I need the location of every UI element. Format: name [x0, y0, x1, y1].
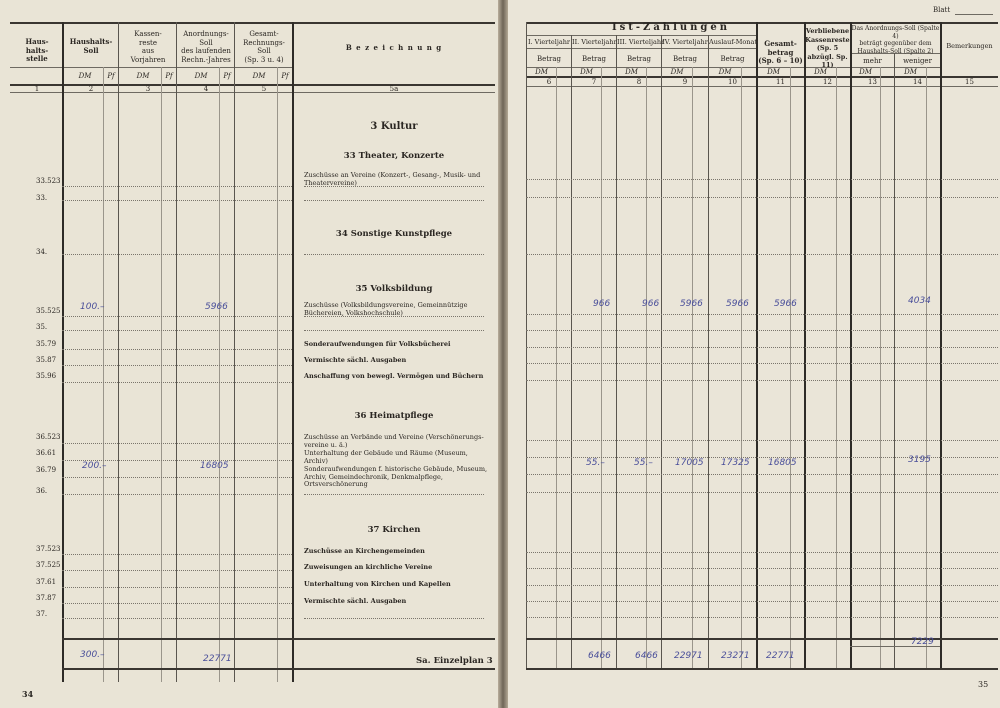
handwritten-total-gesamt: 22771 [766, 651, 795, 661]
unit-dm: DM [535, 68, 548, 76]
unit-dm: DM [78, 72, 92, 80]
handwritten-mehr: 3195 [908, 455, 931, 465]
row-code: 35.96 [36, 372, 57, 380]
col-number: 12 [823, 78, 832, 86]
col-number: 5a [389, 85, 399, 93]
right-ledger-page [508, 0, 1000, 708]
row-code: 36.523 [36, 433, 61, 441]
handwritten-q3: 5966 [680, 299, 703, 309]
handwritten-q1: 966 [593, 299, 611, 309]
unit-pf: Pf [281, 72, 289, 80]
row-code: 36.79 [36, 466, 57, 474]
header-gesamtbetrag: Gesamt- betrag (Sp. 6 – 10) [758, 39, 803, 65]
unit-dm: DM [625, 68, 638, 76]
handwritten-q4: 17325 [721, 458, 750, 468]
header-bezeichnung: B e z e i c h n u n g [345, 43, 443, 52]
col-number: 3 [145, 85, 151, 93]
handwritten-anordnung: 16805 [200, 461, 229, 471]
row-text: Anschaffung von bewegl. Vermögen und Büchern [304, 372, 484, 380]
row-text: Zuschüsse an Vereine (Konzert-, Gesang-, Musik- und Theatervereine) [304, 171, 481, 187]
unit-pf: Pf [223, 72, 231, 80]
row-text: Vermischte sächl. Ausgaben [304, 597, 407, 605]
unit-pf: Pf [165, 72, 173, 80]
main-heading: 3 Kultur [370, 121, 418, 132]
unit-pf: Pf [107, 72, 115, 80]
handwritten-total-q4: 23271 [721, 651, 750, 661]
handwritten-total-soll: 300.– [80, 650, 105, 660]
header-haushaltsstelle: Haus- halts- stelle [25, 37, 49, 63]
row-code: 35.79 [36, 340, 57, 348]
row-code: 37.523 [36, 545, 61, 553]
unit-dm: DM [767, 68, 780, 76]
header-weniger: weniger [903, 57, 932, 65]
row-code: 37.525 [36, 561, 61, 569]
row-text: Unterhaltung von Kirchen und Kapellen [304, 580, 451, 588]
header-verbliebene: Verbliebene Kassenreste (Sp. 5 abzügl. Sp. 11) [805, 27, 850, 69]
unit-dm: DM [859, 68, 872, 76]
row-code: 37. [36, 610, 48, 618]
row-code: 33. [36, 194, 48, 202]
header-betrag: Betrag [581, 55, 607, 63]
unit-dm: DM [670, 68, 684, 76]
section-title: 34 Sonstige Kunstpflege [335, 229, 453, 239]
unit-dm: DM [718, 68, 732, 76]
total-label: Sa. Einzelplan 3 [416, 656, 493, 666]
row-code: 33.523 [36, 177, 61, 185]
col-number: 9 [682, 78, 688, 86]
page-number: 35 [978, 680, 989, 689]
handwritten-mehr: 4034 [908, 296, 931, 306]
col-number: 1 [34, 85, 40, 93]
row-text: Unterhaltung der Gebäude und Räume (Museum, Archiv) [304, 449, 468, 465]
handwritten-gesamt: 16805 [768, 458, 797, 468]
row-text: Zuschüsse (Volksbildungsvereine, Gemeinnützige Büchereien, Volkshochschule) [304, 301, 468, 317]
section-title: 37 Kirchen [367, 525, 421, 535]
row-code: 36.61 [36, 449, 57, 457]
handwritten-q3: 17005 [675, 458, 704, 468]
row-text: Sonderaufwendungen f. historische Gebäude, Museum, Archiv, Gemeindechronik, Denkmalpflege, Ortsverschönerung [304, 465, 488, 488]
header-q1: I. Vierteljahr [527, 38, 571, 46]
col-number: 5 [261, 85, 267, 93]
handwritten-anordnung: 5966 [205, 302, 228, 312]
handwritten-q4: 5966 [726, 299, 749, 309]
header-kassenreste: Kassen- reste aus Vorjahren [130, 30, 166, 64]
section-title: 35 Volksbildung [355, 284, 433, 294]
header-anordnungssoll: Anordnungs- Soll des laufenden Rechn.-Jahres [181, 30, 231, 64]
handwritten-total-anordnung: 22771 [203, 654, 232, 664]
row-code: 34. [36, 248, 48, 256]
row-code: 35.525 [36, 307, 61, 315]
row-text: Zuschüsse an Verbände und Vereine (Verschönerungs-vereine u. ä.) [304, 433, 484, 449]
header-q2: II. Vierteljahr [572, 38, 617, 46]
handwritten-soll: 200.– [82, 461, 107, 471]
row-code: 35. [36, 323, 48, 331]
unit-dm: DM [904, 68, 917, 76]
handwritten-total-q1: 6466 [588, 651, 611, 661]
unit-dm: DM [814, 68, 827, 76]
header-betrag: Betrag [720, 55, 745, 63]
header-gesamtsoll: Gesamt- Rechnungs- Soll (Sp. 3 u. 4) [243, 30, 285, 64]
header-haushaltssoll: Haushalts- Soll [69, 37, 113, 55]
unit-dm: DM [580, 68, 593, 76]
ist-heading: Ist-Zahlungen [611, 22, 731, 33]
col-number: 4 [203, 85, 209, 93]
unit-dm: DM [136, 72, 150, 80]
row-text: Sonderaufwendungen für Volksbücherei [304, 340, 451, 348]
col-number: 2 [88, 85, 94, 93]
header-anordnungssoll-vgl: Das Anordnungs-Soll (Spalte 4) beträgt gegenüber dem Haushalts-Soll (Spalte 2) [851, 25, 940, 55]
row-text: Zuweisungen an kirchliche Vereine [304, 563, 433, 571]
handwritten-soll: 100.– [80, 302, 105, 312]
unit-dm: DM [252, 72, 266, 80]
header-betrag: Betrag [672, 55, 698, 63]
header-q4: IV. Vierteljahr [662, 38, 708, 46]
header-betrag: Betrag [626, 55, 652, 63]
handwritten-q1: 55.– [586, 458, 605, 468]
row-text: Zuschüsse an Kirchengemeinden [304, 547, 425, 555]
header-bemerkungen: Bemerkungen [946, 42, 993, 50]
header-q3: III. Vierteljahr [617, 38, 665, 46]
col-number: 6 [546, 78, 552, 86]
col-number: 10 [728, 78, 737, 86]
header-mehr: mehr [863, 57, 882, 65]
col-number: 7 [591, 78, 597, 86]
col-number: 11 [776, 78, 785, 86]
col-number: 15 [965, 78, 974, 86]
handwritten-total-q2: 6466 [635, 651, 658, 661]
page-number: 34 [22, 689, 34, 699]
blatt-label: Blatt [933, 6, 951, 14]
handwritten-q2: 966 [642, 299, 660, 309]
row-code: 35.87 [36, 356, 57, 364]
handwritten-total-mehr: 7229 [911, 637, 934, 647]
row-code: 37.87 [36, 594, 57, 602]
handwritten-q2: 55.– [634, 458, 653, 468]
section-title: 36 Heimatpflege [354, 411, 434, 421]
section-title: 33 Theater, Konzerte [343, 151, 445, 161]
row-code: 37.61 [36, 578, 57, 586]
col-number: 14 [913, 78, 922, 86]
header-betrag: Betrag [536, 55, 562, 63]
unit-dm: DM [194, 72, 208, 80]
book-binding [498, 0, 508, 708]
left-ledger-page [0, 0, 498, 708]
col-number: 8 [636, 78, 642, 86]
header-auslauf: Auslauf-Monat [709, 38, 757, 46]
row-text: Vermischte sächl. Ausgaben [304, 356, 407, 364]
row-code: 36. [36, 487, 48, 495]
handwritten-gesamt: 5966 [774, 299, 797, 309]
handwritten-total-q3: 22971 [674, 651, 703, 661]
col-number: 13 [868, 78, 877, 86]
